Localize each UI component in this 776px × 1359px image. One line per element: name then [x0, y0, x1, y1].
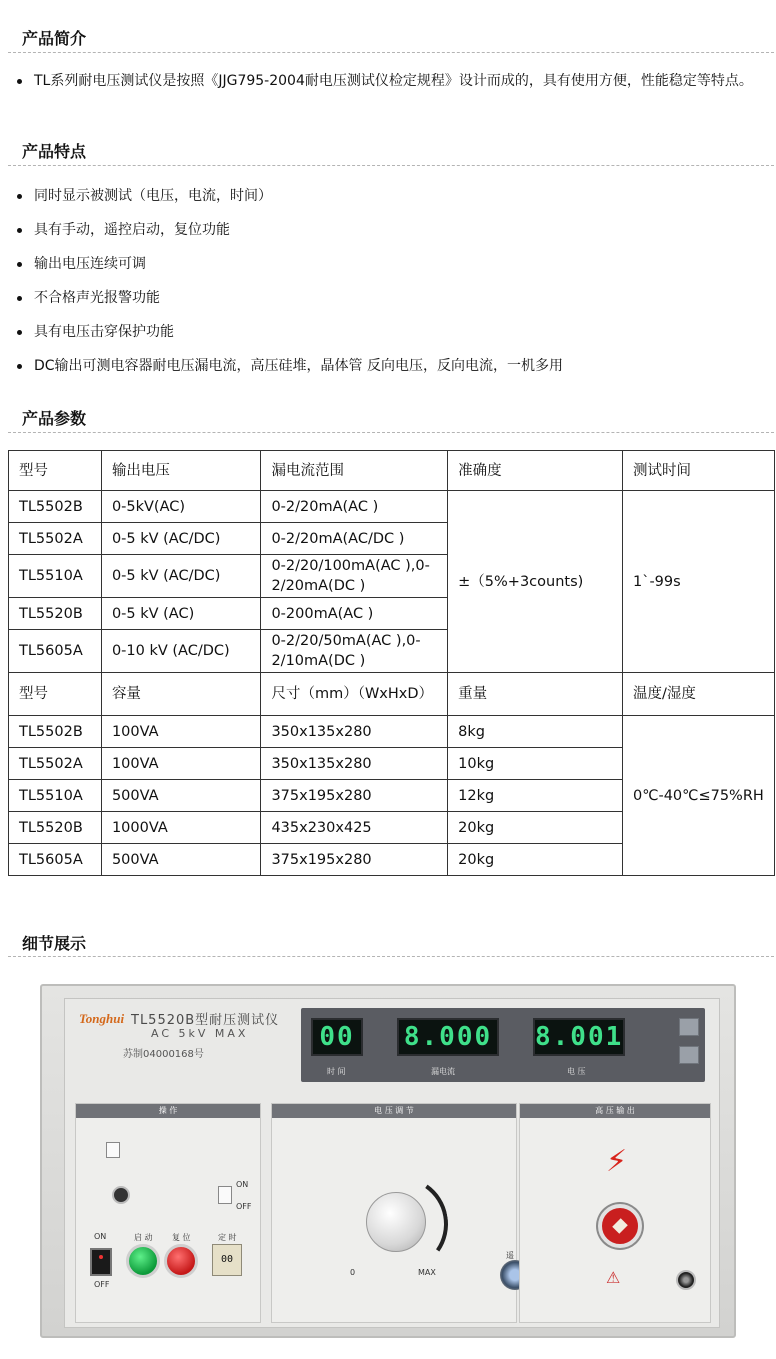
- lightning-icon: ⚡: [606, 1144, 628, 1179]
- start-label: 启 动: [134, 1233, 153, 1242]
- cell-temp-humidity: 0℃-40℃≤75%RH: [622, 716, 774, 876]
- params-divider: [8, 432, 774, 433]
- features-heading: 产品特点: [22, 142, 87, 161]
- current-label: 漏电流: [431, 1067, 455, 1076]
- display-side-button[interactable]: [679, 1018, 699, 1036]
- feature-item: 具有手动，遥控启动，复位功能: [14, 220, 774, 254]
- timer-toggle-switch[interactable]: [218, 1186, 232, 1204]
- warning-icon: ⚠: [606, 1268, 621, 1287]
- hv-output-title: 高 压 输 出: [520, 1104, 710, 1118]
- dial-max-label: MAX: [418, 1268, 436, 1277]
- params-table: [8, 450, 775, 876]
- cell-leak-range: 0-200mA(AC ): [261, 598, 448, 630]
- current-display: 8.000: [397, 1018, 499, 1056]
- hv-output-terminal[interactable]: [598, 1204, 642, 1248]
- device-front-panel: [64, 998, 720, 1328]
- dial-zero-label: 0: [350, 1268, 356, 1277]
- table-header-row: [9, 673, 775, 716]
- power-switch[interactable]: [90, 1248, 112, 1276]
- cell-voltage: 0-5kV(AC): [101, 491, 261, 523]
- cell-model: TL5520B: [9, 812, 102, 844]
- power-on-label: ON: [94, 1232, 107, 1241]
- cell-capacity: 100VA: [101, 716, 261, 748]
- header-cell: 尺寸（mm）（WxHxD）: [261, 673, 448, 716]
- cell-model: TL5510A: [9, 780, 102, 812]
- timer-setting[interactable]: 00: [212, 1244, 242, 1276]
- start-button[interactable]: [126, 1244, 160, 1278]
- voltage-adjust-title: 电 压 调 节: [272, 1104, 516, 1118]
- table-header-row: [9, 451, 775, 491]
- voltage-adjust-panel: [271, 1103, 517, 1323]
- time-display: 00: [311, 1018, 363, 1056]
- header-cell: 重量: [448, 673, 623, 716]
- feature-item: 同时显示被测试（电压，电流，时间）: [14, 186, 774, 220]
- feature-item: 不合格声光报警功能: [14, 288, 774, 322]
- cell-voltage: 0-10 kV (AC/DC): [101, 630, 261, 673]
- cell-model: TL5520B: [9, 598, 102, 630]
- table-row: [9, 491, 775, 523]
- device-model-label: TL5520B型耐压测试仪: [131, 1013, 280, 1028]
- timer-switch-off-label: OFF: [236, 1202, 252, 1211]
- timer-label: 定 时: [218, 1233, 237, 1242]
- cell-model: TL5502B: [9, 491, 102, 523]
- cell-weight: 8kg: [448, 716, 623, 748]
- cell-capacity: 1000VA: [101, 812, 261, 844]
- header-cell: 准确度: [448, 451, 623, 491]
- preset-knob[interactable]: [112, 1186, 130, 1204]
- header-cell: 测试时间: [622, 451, 774, 491]
- features-divider: [8, 165, 774, 166]
- cell-leak-range: 0-2/20/50mA(AC ),0-2/10mA(DC ): [261, 630, 448, 673]
- cell-model: TL5605A: [9, 844, 102, 876]
- display-panel: [301, 1008, 705, 1082]
- operate-panel: [75, 1103, 261, 1323]
- cell-leak-range: 0-2/20mA(AC/DC ): [261, 523, 448, 555]
- header-cell: 温度/湿度: [622, 673, 774, 716]
- header-cell: 输出电压: [101, 451, 261, 491]
- cell-accuracy: ±（5%+3counts): [448, 491, 623, 673]
- cell-weight: 20kg: [448, 844, 623, 876]
- intro-heading: 产品简介: [22, 29, 87, 48]
- preset-switch[interactable]: [106, 1142, 120, 1158]
- cell-capacity: 100VA: [101, 748, 261, 780]
- time-label: 时 间: [327, 1067, 346, 1076]
- voltage-display: 8.001: [533, 1018, 625, 1056]
- reset-label: 复 位: [172, 1233, 191, 1242]
- brand-logo: Tonghui: [79, 1011, 125, 1026]
- cell-voltage: 0-5 kV (AC/DC): [101, 555, 261, 598]
- header-cell: 型号: [9, 451, 102, 491]
- intro-list: [14, 71, 774, 91]
- cell-leak-range: 0-2/20mA(AC ): [261, 491, 448, 523]
- cell-capacity: 500VA: [101, 780, 261, 812]
- device-cert-label: 苏制04000168号: [123, 1049, 204, 1060]
- cell-weight: 10kg: [448, 748, 623, 780]
- power-off-label: OFF: [94, 1280, 110, 1289]
- remote-label: 遥: [506, 1251, 514, 1260]
- intro-text: TL系列耐电压测试仪是按照《JJG795-2004耐电压测试仪检定规程》设计而成的，具有使用方便，性能稳定等特点。: [14, 71, 774, 91]
- cell-weight: 20kg: [448, 812, 623, 844]
- cell-size: 375x195x280: [261, 844, 448, 876]
- feature-item: 输出电压连续可调: [14, 254, 774, 288]
- cell-size: 350x135x280: [261, 716, 448, 748]
- cell-model: TL5510A: [9, 555, 102, 598]
- cell-capacity: 500VA: [101, 844, 261, 876]
- feature-item: DC输出可测电容器耐电压漏电流，高压硅堆，晶体管 反向电压，反向电流，一机多用: [14, 356, 774, 390]
- timer-switch-on-label: ON: [236, 1180, 249, 1189]
- cell-model: TL5502A: [9, 523, 102, 555]
- cell-weight: 12kg: [448, 780, 623, 812]
- cell-leak-range: 0-2/20/100mA(AC ),0-2/20mA(DC ): [261, 555, 448, 598]
- params-heading: 产品参数: [22, 409, 87, 428]
- hv-output-panel: [519, 1103, 711, 1323]
- details-divider: [8, 956, 774, 957]
- details-heading: 细节展示: [22, 934, 87, 953]
- device-rating-label: AC 5kV MAX: [151, 1027, 249, 1040]
- header-cell: 漏电流范围: [261, 451, 448, 491]
- intro-divider: [8, 52, 774, 53]
- features-list: [14, 186, 774, 390]
- reset-button[interactable]: [164, 1244, 198, 1278]
- cell-model: TL5605A: [9, 630, 102, 673]
- cell-size: 435x230x425: [261, 812, 448, 844]
- cell-model: TL5502B: [9, 716, 102, 748]
- cell-model: TL5502A: [9, 748, 102, 780]
- feature-item: 具有电压击穿保护功能: [14, 322, 774, 356]
- display-side-button[interactable]: [679, 1046, 699, 1064]
- cell-size: 375x195x280: [261, 780, 448, 812]
- operate-panel-title: 操 作: [76, 1104, 260, 1118]
- voltage-label: 电 压: [567, 1067, 586, 1076]
- ground-terminal[interactable]: [676, 1270, 696, 1290]
- voltage-adjust-knob[interactable]: [366, 1192, 426, 1252]
- product-photo: [40, 984, 736, 1338]
- header-cell: 容量: [101, 673, 261, 716]
- cell-size: 350x135x280: [261, 748, 448, 780]
- cell-voltage: 0-5 kV (AC/DC): [101, 523, 261, 555]
- header-cell: 型号: [9, 673, 102, 716]
- cell-voltage: 0-5 kV (AC): [101, 598, 261, 630]
- table-row: [9, 716, 775, 748]
- cell-test-time: 1`-99s: [622, 491, 774, 673]
